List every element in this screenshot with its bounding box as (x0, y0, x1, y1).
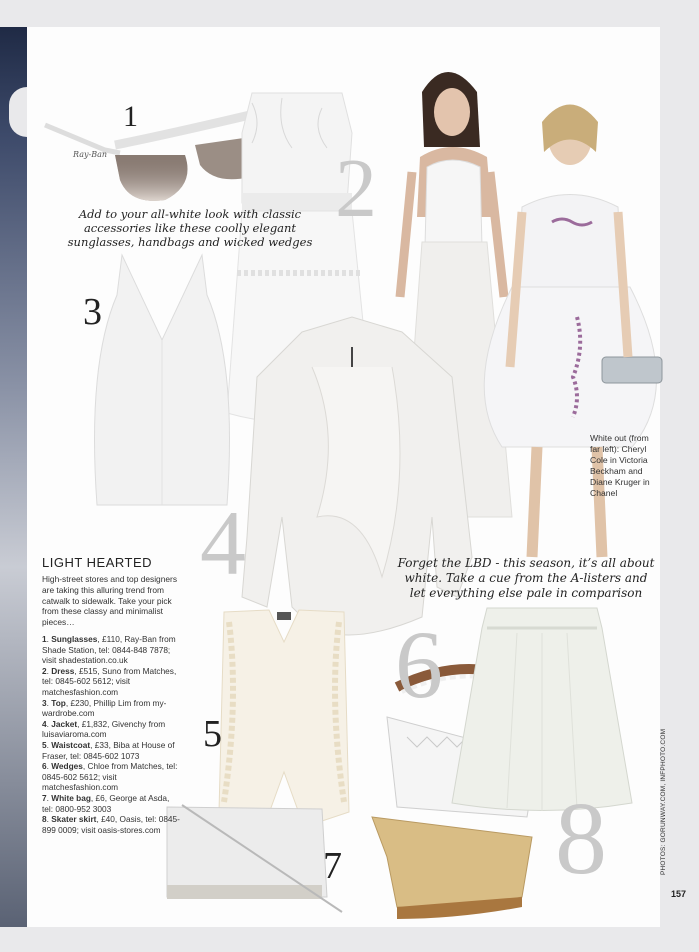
item-number-7: 7 (323, 845, 342, 887)
credit-details: , £515, Suno from Matches, tel: 0845-602 5612; visit matchesfashion.com (42, 665, 177, 697)
credit-item: 3. Top, £230, Phillip Lim from my-wardrobe.com (42, 697, 167, 719)
credit-details: , £1,832, Givenchy from luisaviaroma.com (42, 718, 166, 740)
credit-item: 2. Dress, £515, Suno from Matches, tel: 0845-602 5612; visit matchesfashion.com (42, 665, 177, 697)
credit-name: Top (51, 697, 66, 708)
credit-item: 5. Waistcoat, £33, Biba at House of Fraser, tel: 0845-602 1073 (42, 739, 175, 761)
credit-details: , £230, Phillip Lim from my-wardrobe.com (42, 697, 167, 719)
credit-number: 1 (42, 634, 47, 644)
credit-item: 6. Wedges, Chloe from Matches, tel: 0845-602 5612; visit matchesfashion.com (42, 761, 178, 793)
credit-item: 7. White bag, £6, George at Asda, tel: 0800-952 3003 (42, 792, 170, 814)
credit-number: 3 (42, 697, 47, 708)
credit-item: 8. Skater skirt, £40, Oasis, tel: 0845-899 0009; visit oasis-stores.com (42, 814, 180, 835)
top-image (87, 255, 237, 515)
sidebar-intro: High-street stores and top designers are taking this alluring trend from catwalk to sidewalk. Take your pick from these classy and minimalist pieces… (42, 574, 178, 628)
credit-number: 5 (42, 739, 47, 750)
sidebar-title: LIGHT HEARTED (42, 555, 153, 570)
credit-number: 2 (42, 665, 47, 676)
celebrity-caption: White out (from far left): Cheryl Cole in Victoria Beckham and Diane Kruger in Chanel (590, 433, 650, 498)
credit-name: Skater skirt (51, 814, 97, 825)
item-number-4: 4 (200, 492, 246, 594)
credit-number: 6 (42, 761, 47, 772)
credit-item: 4. Jacket, £1,832, Givenchy from luisaviaroma.com (42, 718, 166, 740)
item-number-1: 1 (123, 100, 138, 133)
page-number: 157 (671, 889, 687, 899)
credit-name: Waistcoat (51, 739, 91, 750)
credit-item: 1. Sunglasses, £110, Ray-Ban from Shade Station, tel: 0844-848 7878; visit shadestation.co.uk (42, 634, 176, 666)
item-number-6: 6 (395, 611, 443, 718)
credit-name: Jacket (51, 718, 78, 729)
skater-skirt-image (447, 603, 637, 813)
product-credits-list (42, 634, 182, 835)
credit-name: Wedges (51, 761, 83, 772)
credit-name: White bag (51, 792, 91, 803)
item-number-8: 8 (555, 781, 607, 896)
item-number-3: 3 (83, 291, 102, 333)
item-number-2: 2 (335, 142, 377, 235)
magazine-page (27, 27, 687, 927)
credit-details: , Chloe from Matches, tel: 0845-602 5612; visit matchesfashion.com (42, 761, 178, 793)
credit-details: , £110, Ray-Ban from Shade Station, tel: 0844-848 7878; visit shadestation.co.uk (42, 634, 176, 666)
photo-credit: PHOTOS: GORUNWAY.COM, INFPHOTO.COM (660, 728, 667, 875)
credit-name: Sunglasses (51, 634, 98, 644)
page-edge (0, 27, 27, 927)
credit-number: 7 (42, 792, 47, 803)
credit-number: 8 (42, 814, 47, 825)
credit-number: 4 (42, 718, 47, 729)
svg-text:Ray-Ban: Ray-Ban (73, 150, 107, 159)
credit-name: Dress (51, 665, 75, 676)
credit-details: , £40, Oasis, tel: 0845-899 0009; visit oasis-stores.com (42, 814, 180, 835)
credit-details: , £33, Biba at House of Fraser, tel: 0845-602 1073 (42, 739, 175, 761)
item-number-5: 5 (203, 713, 222, 755)
accessories-caption: Add to your all-white look with classic accessories like these coolly elegant sunglasses, handbags and wicked wedges (67, 207, 313, 249)
lbd-caption: Forget the LBD - this season, it’s all about white. Take a cue from the A-listers and let everything else pale in comparison (397, 556, 655, 600)
credit-details: , £6, George at Asda, tel: 0800-952 3003 (42, 792, 170, 814)
